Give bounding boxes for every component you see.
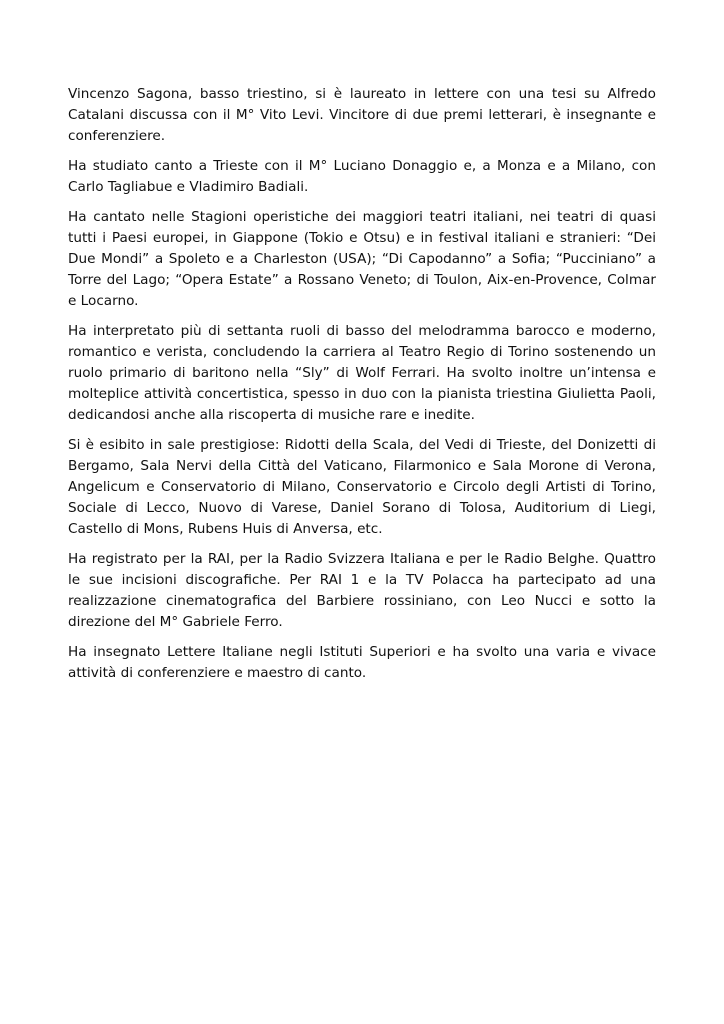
paragraph-recordings: Ha registrato per la RAI, per la Radio Svizzera Italiana e per le Radio Belghe. Quattro le sue incisioni discografiche. Per RAI 1 e la TV Polacca ha partecipato ad una realizzazione cinematografica del Barbiere rossiniano, con Leo Nucci e sotto la direzione del M° Gabriele Ferro. <box>68 551 656 630</box>
document-page <box>68 84 656 693</box>
paragraph-teaching: Ha insegnato Lettere Italiane negli Istituti Superiori e ha svolto una varia e vivace attività di conferenziere e maestro di canto. <box>68 644 656 681</box>
paragraph-venues: Si è esibito in sale prestigiose: Ridotti della Scala, del Vedi di Trieste, del Donizetti di Bergamo, Sala Nervi della Città del Vaticano, Filarmonico e Sala Morone di Verona, Angelicum e Conservatorio di Milano, Conservatorio e Circolo degli Artisti di Torino, Sociale di Lecco, Nuovo di Varese, Daniel Sorano di Tolosa, Auditorium di Liegi, Castello di Mons, Rubens Huis di Anversa, etc. <box>68 437 656 537</box>
paragraph-roles: Ha interpretato più di settanta ruoli di basso del melodramma barocco e moderno, romantico e verista, concludendo la carriera al Teatro Regio di Torino sostenendo un ruolo primario di baritono nella “Sly” di Wolf Ferrari. Ha svolto inoltre un’intensa e molteplice attività concertistica, spesso in duo con la pianista triestina Giulietta Paoli, dedicandosi anche alla riscoperta di musiche rare e inedite. <box>68 323 656 423</box>
paragraph-education: Vincenzo Sagona, basso triestino, si è laureato in lettere con una tesi su Alfredo Catalani discussa con il M° Vito Levi. Vincitore di due premi letterari, è insegnante e conferenziere. <box>68 86 656 144</box>
paragraph-studies: Ha studiato canto a Trieste con il M° Luciano Donaggio e, a Monza e a Milano, con Carlo Tagliabue e Vladimiro Badiali. <box>68 158 656 195</box>
paragraph-seasons: Ha cantato nelle Stagioni operistiche dei maggiori teatri italiani, nei teatri di quasi tutti i Paesi europei, in Giappone (Tokio e Otsu) e in festival italiani e stranieri: “Dei Due Mondi” a Spoleto e a Charleston (USA); “Di Capodanno” a Sofia; “Pucciniano” a Torre del Lago; “Opera Estate” a Rossano Veneto; di Toulon, Aix-en-Provence, Colmar e Locarno. <box>68 209 656 309</box>
